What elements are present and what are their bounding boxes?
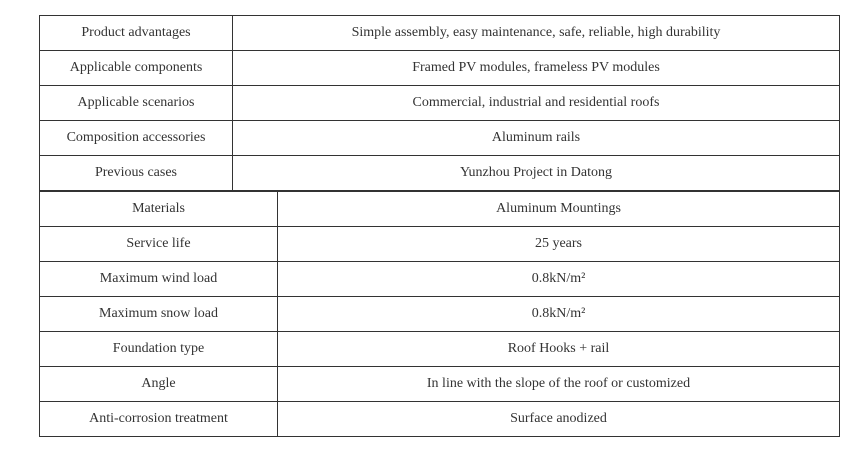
table-row xyxy=(40,51,840,86)
row-value: Aluminum rails xyxy=(233,121,840,156)
table-row xyxy=(40,367,840,402)
specifications-table xyxy=(39,191,840,437)
row-value: 0.8kN/m² xyxy=(278,297,840,332)
row-label: Previous cases xyxy=(40,156,233,191)
table-row xyxy=(40,121,840,156)
row-label: Composition accessories xyxy=(40,121,233,156)
row-label: Foundation type xyxy=(40,332,278,367)
row-value: 0.8kN/m² xyxy=(278,262,840,297)
row-label: Materials xyxy=(40,192,278,227)
row-value: Commercial, industrial and residential roofs xyxy=(233,86,840,121)
table-row xyxy=(40,86,840,121)
row-label: Anti-corrosion treatment xyxy=(40,402,278,437)
row-value: Simple assembly, easy maintenance, safe, reliable, high durability xyxy=(233,16,840,51)
row-label: Angle xyxy=(40,367,278,402)
row-value: Surface anodized xyxy=(278,402,840,437)
row-value: Yunzhou Project in Datong xyxy=(233,156,840,191)
table-row xyxy=(40,332,840,367)
row-label: Applicable scenarios xyxy=(40,86,233,121)
table-row xyxy=(40,402,840,437)
row-value: Roof Hooks + rail xyxy=(278,332,840,367)
table-row xyxy=(40,262,840,297)
product-info-table xyxy=(39,15,840,191)
table-row xyxy=(40,227,840,262)
row-value: Aluminum Mountings xyxy=(278,192,840,227)
row-label: Service life xyxy=(40,227,278,262)
row-value: 25 years xyxy=(278,227,840,262)
table-row xyxy=(40,16,840,51)
row-label: Product advantages xyxy=(40,16,233,51)
row-label: Maximum snow load xyxy=(40,297,278,332)
table-row xyxy=(40,192,840,227)
row-label: Applicable components xyxy=(40,51,233,86)
row-label: Maximum wind load xyxy=(40,262,278,297)
table-row xyxy=(40,156,840,191)
row-value: In line with the slope of the roof or customized xyxy=(278,367,840,402)
table-row xyxy=(40,297,840,332)
row-value: Framed PV modules, frameless PV modules xyxy=(233,51,840,86)
